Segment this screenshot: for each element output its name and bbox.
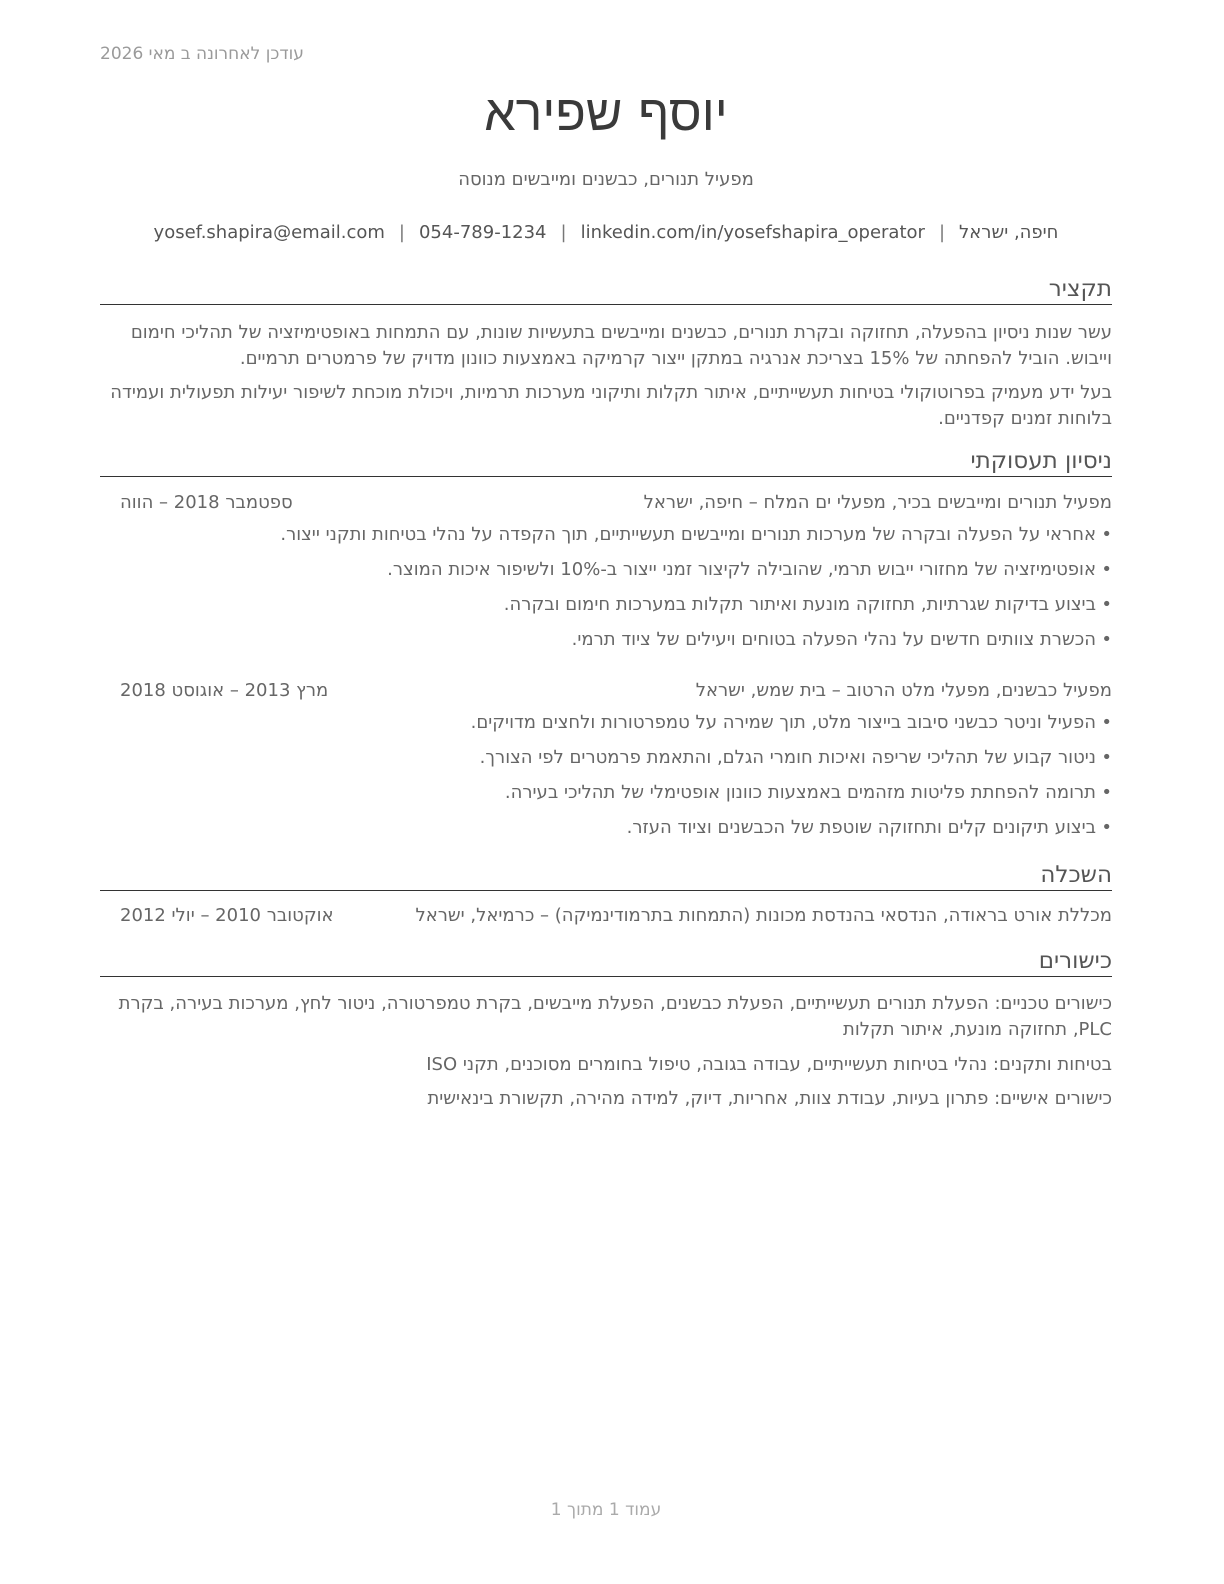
contact-location: חיפה, ישראל bbox=[959, 222, 1059, 243]
list-item: • ניטור קבוע של תהליכי שריפה ואיכות חומרי הגלם, והתאמת פרמטרים לפי הצורך. bbox=[100, 745, 1112, 780]
list-item: • תרומה להפחתת פליטות מזהמים באמצעות כוונון אופטימלי של תהליכי בעירה. bbox=[100, 780, 1112, 815]
education-heading: השכלה bbox=[100, 860, 1112, 891]
skills-heading: כישורים bbox=[100, 946, 1112, 977]
education-institution: מכללת אורט בראודה, הנדסאי בהנדסת מכונות (התמחות בתרמודינמיקה) – כרמיאל, ישראל bbox=[415, 905, 1112, 926]
contact-phone[interactable]: 054-789-1234 bbox=[418, 222, 547, 243]
skills-safety: בטיחות ותקנים: נהלי בטיחות תעשייתיים, עבודה בגובה, טיפול בחומרים מסוכנים, תקני ISO bbox=[426, 1054, 1112, 1075]
bullet-icon: • bbox=[1101, 594, 1112, 615]
list-item: • אופטימיזציה של מחזורי ייבוש תרמי, שהובילה לקיצור זמני ייצור ב-10% ולשיפור איכות המוצר. bbox=[100, 557, 1112, 592]
job-dates: ספטמבר 2018 – הווה bbox=[120, 492, 293, 513]
list-item: • הפעיל וניטר כבשני סיבוב בייצור מלט, תוך שמירה על טמפרטורות ולחצים מדויקים. bbox=[100, 710, 1112, 745]
summary-heading: תקציר bbox=[100, 274, 1112, 305]
bullet-icon: • bbox=[1101, 817, 1112, 838]
bullet-icon: • bbox=[1101, 782, 1112, 803]
contact-separator: | bbox=[560, 222, 567, 243]
job-header bbox=[100, 680, 1112, 706]
contact-line bbox=[100, 222, 1112, 243]
job-header bbox=[100, 492, 1112, 518]
resume-page bbox=[100, 0, 1112, 1584]
contact-email[interactable]: yosef.shapira@email.com bbox=[153, 222, 385, 243]
page-number: עמוד 1 מתוך 1 bbox=[550, 1500, 662, 1520]
education-entry bbox=[100, 905, 1112, 931]
summary-paragraph: בעל ידע מעמיק בפרוטוקולי בטיחות תעשייתיים, איתור תקלות ותיקוני מערכות תרמיות, ויכולת מוכחת לשיפור יעילות תפעולית ועמידה בלוחות זמנים קפדניים. bbox=[110, 382, 1112, 429]
experience-heading: ניסיון תעסוקתי bbox=[100, 446, 1112, 477]
job-bullets bbox=[100, 522, 1112, 662]
bullet-icon: • bbox=[1101, 747, 1112, 768]
skills-personal: כישורים אישיים: פתרון בעיות, עבודת צוות, אחריות, דיוק, למידה מהירה, תקשורת בינאישית bbox=[427, 1088, 1112, 1109]
summary-paragraph: עשר שנות ניסיון בהפעלה, תחזוקה ובקרת תנורים, כבשנים ומייבשים בתעשיות שונות, עם התמחות באופטימיזציה של תהליכי חימום וייבוש. הוביל להפחתה של 15% בצריכת אנרגיה במתקן ייצור קרמיקה באמצעות כוונון מדויק של פרמטרים תרמיים. bbox=[130, 322, 1112, 369]
job-bullets bbox=[100, 710, 1112, 850]
bullet-icon: • bbox=[1101, 559, 1112, 580]
list-item: • אחראי על הפעלה ובקרה של מערכות תנורים ומייבשים תעשייתיים, תוך הקפדה על נהלי בטיחות ותקני ייצור. bbox=[100, 522, 1112, 557]
candidate-title: מפעיל תנורים, כבשנים ומייבשים מנוסה bbox=[458, 169, 754, 190]
list-item: • הכשרת צוותים חדשים על נהלי הפעלה בטוחים ויעילים של ציוד תרמי. bbox=[100, 627, 1112, 662]
education-dates: אוקטובר 2010 – יולי 2012 bbox=[120, 905, 334, 926]
skills-technical: כישורים טכניים: הפעלת תנורים תעשייתיים, הפעלת כבשנים, הפעלת מייבשים, בקרת טמפרטורה, ניטור לחץ, מערכות בעירה, בקרת PLC, תחזוקה מונעת, איתור תקלות bbox=[118, 993, 1112, 1040]
bullet-icon: • bbox=[1101, 524, 1112, 545]
last-updated-note: עודכן לאחרונה ב מאי 2026 bbox=[100, 44, 304, 64]
contact-linkedin[interactable]: linkedin.com/in/yosefshapira_operator bbox=[580, 222, 925, 243]
contact-separator: | bbox=[938, 222, 946, 243]
job-role: מפעיל תנורים ומייבשים בכיר, מפעלי ים המלח – חיפה, ישראל bbox=[643, 492, 1112, 513]
candidate-name: יוסף שפירא bbox=[484, 84, 728, 142]
contact-separator: | bbox=[398, 222, 405, 243]
bullet-icon: • bbox=[1101, 629, 1112, 650]
list-item: • ביצוע בדיקות שגרתיות, תחזוקה מונעת ואיתור תקלות במערכות חימום ובקרה. bbox=[100, 592, 1112, 627]
job-role: מפעיל כבשנים, מפעלי מלט הרטוב – בית שמש, ישראל bbox=[695, 680, 1112, 701]
bullet-icon: • bbox=[1101, 712, 1112, 733]
list-item: • ביצוע תיקונים קלים ותחזוקה שוטפת של הכבשנים וציוד העזר. bbox=[100, 815, 1112, 850]
job-dates: מרץ 2013 – אוגוסט 2018 bbox=[120, 680, 329, 701]
